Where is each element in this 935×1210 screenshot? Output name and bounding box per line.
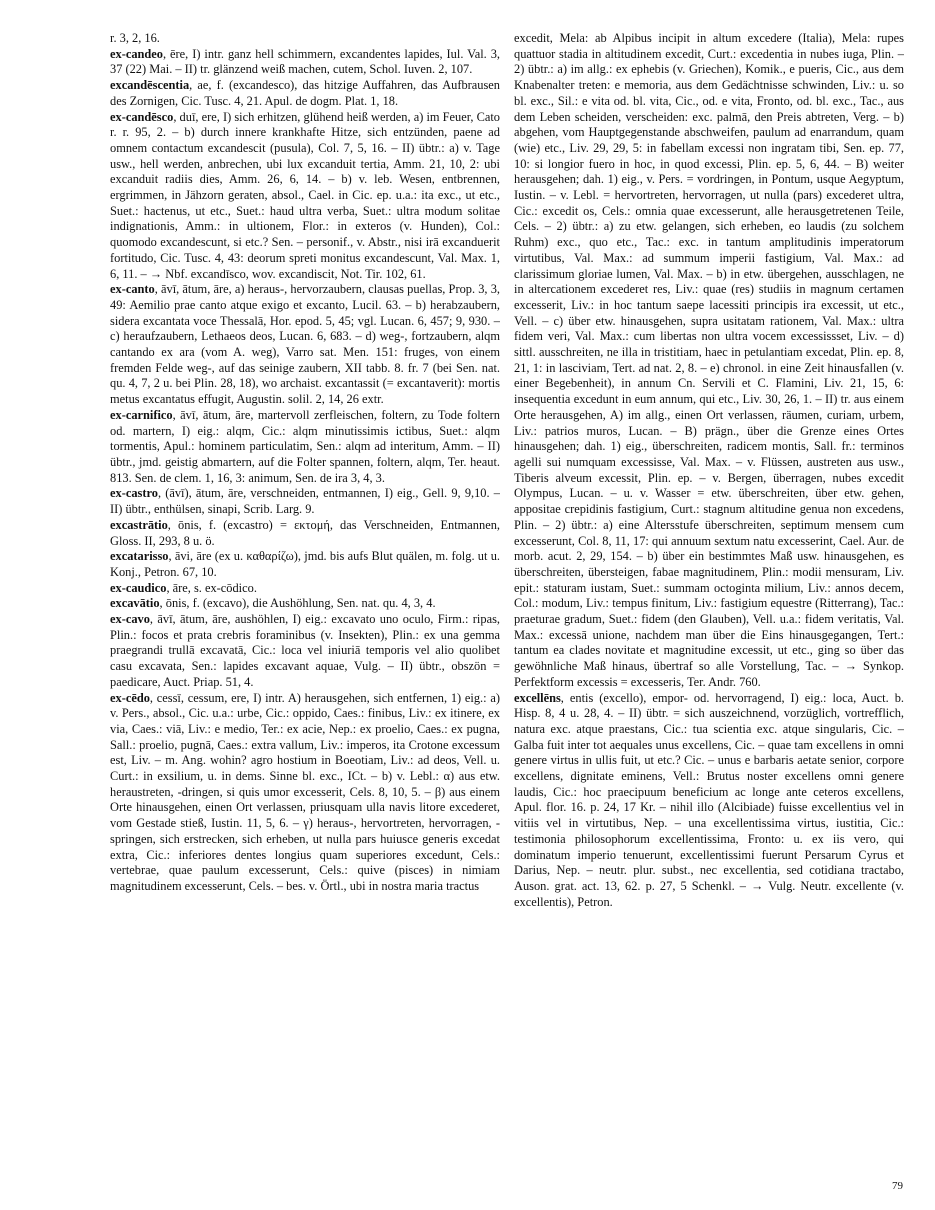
right-column [514,31,904,1191]
dictionary-entry: excedit, Mela: ab Alpibus incipit in altum excedere (Italia), Mela: rupes quattuor stadia in altitudinem excedit, Curt.: excedentia in nubes iuga, Plin. – 2) übtr.: a) im allg.: ex ephebis (v. Griechen), Komik., e pueris, Cic., aus dem Knabenalter treten: e memoria, aus dem Gedächtnisse schwinden, Liv.: u. so bl. exc., Sil.: e vita od. bl. vita, Cic., od. e vita, Fronto, od. bl. exc., Tac., aus dem Leben scheiden, verscheiden: exc. palmā, den Preis abtreten, Verg. – b) abgehen, vom Hauptgegenstande abschweifen, paulum ad enarrandum, quam (wie) etc., Liv. 29, 29, 5: in fabellam excessi non ingratam tibi, Sen. ep. 77, 10: si longior fuero in hoc, in quod excessi, Plin. ep. 5, 6, 44. – B) weiter herausgehen; dah. 1) eig., v. Pers. = vordringen, in Pontum, usque Aegyptum, Iustin. – v. Lebl. = hervortreten, hervorragen, ut nulla (pars) excederet ultra, Cic.: excedit os, Cels.: omnia quae excesserunt, alle herausgetretenen Teile, Cels. – 2) übtr.: a) zu etw. gelangen, sich erheben, eo laudis (zu solchem Ruhm) exc., quo etc., Tac.: exc. in tantum amplitudinis imperatorum virtutibus, Val. Max.: ad summum imperii fastigium, Val. Max.: ad clarissimum gloriae lumen, Val. Max. – b) in etw. übergehen, ausschlagen, ne in altercationem excederet res, Liv.: quae (res) studiis in magnum certamen excesserit, Liv.: in hoc tantum saepe lacessiti principis ira excessit, ut etc., Vell. – c) über etw. hinausgehen, supra usitatam rationem, Val. Max.: ultra fidem veri, Val. Max.: cum libertas non ultra vocem excessissset, Liv. – d) sittl. ausschreiten, ne illa in tristitiam, haec in petulantiam excedat, Plin. ep. 8, 21, 1: in lasciviam, Tert. ad nat. 2, 8. – e) chronol. in eine Zeit hinausfallen (v. einer Begebenheit), in annum Cn. Servili et C. Flamini, Liv. 21, 15, 6: insequentia excedunt in eum annum, qui etc., Liv. 30, 26, 1. – II) tr. aus einem Orte herausgehen, A) im allg., einen Ort verlassen, räumen, curiam, urbem, Liv.: patrios muros, Lucan. – B) prägn., über die Grenze eines Ortes hinausgehen; dah. 1) eig., überschreiten, radicem montis, Sall. fr.: terminos agelli sui numquam excessisse, Val. Max. – v. Flüssen, austreten aus usw., Tiberis alveum excessit, Plin. ep. – v. Bergen, überragen, nubes excedit Olympus, Lucan. – u. v. Wasser = etw. überschreiten, über etw. gehen, appositae crepidinis fastigium, Curt.: stagnum altitudine genua non excedens, Plin. – 2) übtr.: a) eine Altersstufe überschreiten, septimum mensem cum excesserunt, Col. 8, 11, 17: qui annuum sextum natu excesserint, Cael. Aur. de morb. acut. 2, 29, 154. – b) über ein bestimmtes Maß usw. hinausgehen, es überschreiten, übersteigen, fabae magnitudinem, Plin.: modii mensuram, Liv. epit.: staturam iustam, Suet.: summam octoginta milium, Liv.: annos decem, Col.: modum, Liv.: tempus finitum, Liv.: fastigium equestre (Ritterrang), Tac.: praeturae gradum, Suet.: fidem (den Glauben), Vell. u.a.: fidem veritatis, Val. Max.: excessā unione, nachdem man über die Eins hinausgegangen, Tert.: tantum ea clades novitate et magnitudine excessit, ut etc., ging so über das gewöhnliche Maß hinaus, übertraf so alle Vorstellung, Tac. – → Synkop. Perfektform excessis = excesseris, Ter. Andr. 760. [514,31,904,689]
dictionary-entry: excavātio, ōnis, f. (excavo), die Aushöhlung, Sen. nat. qu. 4, 3, 4. [110,596,436,611]
headword: excandēscentia [110,78,190,93]
dictionary-entry: ex-candēsco, duī, ere, I) sich erhitzen, glühend heiß werden, a) im Feuer, Cato r. r. 95, 2. – b) durch innere krankhafte Hitze, sich entzünden, paene ad omnem contactum excandescit (pusula), Col. 7, 5, 16. – II) übtr.: a) v. Tage usw., hell werden, anbrechen, ubi lux excanduit tertia, Amm. 21, 10, 2: ubi excanduit radiis dies, Amm. 26, 6, 14. – b) v. leb. Wesen, entbrennen, ergrimmen, in Jähzorn geraten, absol., Cael. in Cic. ep. u.a.: ita exc., ut etc., Suet.: hactenus, ut etc., Suet.: haud ultra verba, Suet.: ultra modum solitae indignationis, Amm.: in ultionem, Flor.: in exteros (v. Hunden), Col.: quomodo excandescunt, si etc.? Sen. – personif., v. Abstr., nisi irā excanduerit fortitudo, Cic. Tusc. 4, 43: deorum spreti monitus excandescunt, Val. Max. 1, 6, 11. – → Nbf. excandīsco, wov. excandiscit, Not. Tir. 102, 61. [110,109,500,281]
headword: ex-candēsco [110,109,174,124]
dictionary-entry: ex-carnifico, āvī, ātum, āre, martervoll zerfleischen, foltern, zu Tode foltern od. martern, I) eig.: alqm, Cic.: alqm minutissimis ictibus, Suet.: alqm tormentis, Apul.: hominem particulatim, Sen.: alqm ad interitum, Amm. – II) übtr., jmd. geistig abmartern, auf die Folter spannen, foltern, alqm, Ter. heaut. 813. Sen. de clem. 1, 16, 3: animum, Sen. de ira 3, 4, 3. [110,407,500,485]
headword: ex-cēdo [110,690,150,705]
headword: excellēns [514,690,561,705]
left-column [110,31,500,1191]
headword: ex-caudico [110,580,167,595]
dictionary-entry: r. 3, 2, 16. [110,31,160,45]
dictionary-entry: ex-cavo, āvī, ātum, āre, aushöhlen, I) eig.: excavato uno oculo, Firm.: ripas, Plin.: focos et prata crebris foraminibus (v. Insekten), Plin.: ex una gemma praegrandi trullā excavatā, Cic.: loca vel iniuriā temporis vel alio quolibet casu excavata, Sen.: lapides excavant aquae, Vulg. – II) übtr., obszön = paedicare, Auct. Priap. 51, 4. [110,612,500,689]
headword: ex-carnifico [110,407,173,422]
dictionary-entry: ex-caudico, āre, s. ex-cōdico. [110,580,257,595]
headword: ex-cavo [110,612,150,627]
headword: excavātio [110,596,160,611]
headword: excatarisso [110,549,169,564]
headword: ex-castro [110,486,158,501]
headword: excastrātio [110,517,168,532]
dictionary-entry: excatarisso, āvi, āre (ex u. καθαρίζω), jmd. bis aufs Blut quälen, m. folg. ut u. Konj., Petron. 67, 10. [110,549,500,579]
dictionary-entry: ex-cēdo, cessī, cessum, ere, I) intr. A) herausgehen, sich entfernen, 1) eig.: a) v. Pers., absol., Cic. u.a.: urbe, Cic.: oppido, Caes.: finibus, Liv.: ex itinere, ex via, Caes.: viā, Liv.: e medio, Ter.: ex acie, Nep.: ex proelio, Caes.: ex pugna, Sall.: proelio, pugnā, Caes.: extra vallum, Liv.: imperos, ita Crotone excessum est, Liv. – m. Ang. wohin? agro hostium in Boeotiam, Liv.: ad deos, Vell. u. Curt.: in exsilium, u. in dems. Sinne bl. exc., ICt. – b) v. Lebl.: α) aus etw. heraustreten, -dringen, si quis umor excesserit, Cels. 8, 10, 5. – β) aus einem Orte hinausgehen, einen Ort verlassen, priusquam ulla navis litore excederet, vom Gestade stieß, Iustin. 11, 5, 6. – γ) heraus-, hervortreten, hervorragen, -springen, sich erstrecken, sich erheben, ut nulla pars huiusce generis excedat extra, Cic.: inferiores dentes longius quam superiores excedunt, Cels.: vertebrae, quae paulum excesserunt, Cels.: quive (pisces) in nimiam magnitudinem excesserunt, Cels. – bes. v. Örtl., ubi in nostra maria tractus [110,690,500,893]
dictionary-entry: excastrātio, ōnis, f. (excastro) = εκτομή, das Verschneiden, Entmannen, Gloss. II, 293, 8 u. ö. [110,517,500,548]
dictionary-entry: ex-castro, (āvī), ātum, āre, verschneiden, entmannen, I) eig., Gell. 9, 9,10. – II) übtr., enthülsen, sinapi, Scrib. Larg. 9. [110,486,500,517]
headword: ex-canto [110,282,155,297]
dictionary-entry: ex-canto, āvī, ātum, āre, a) heraus-, hervorzaubern, clausas puellas, Prop. 3, 3, 49: Aemilio prae canto atque exigo et excanto, Lucil. 63. – b) herabzaubern, sidera excantata voce Thessalā, Hor. epod. 5, 45; vgl. Lucan. 6, 457; 9, 930. – c) heraufzaubern, Lethaeos deos, Lucan. 6, 683. – d) weg-, fortzaubern, alqm cantando ex ara (vom A. weg), Varro sat. Men. 151: fruges, von einem fremden Felde weg-, auf das seinige zaubern, XII tabb. 8. fr. 7 (bei Sen. nat. qu. 4, 7, 2 u. bei Plin. 28, 18), wo archaist. excantassit (= excantaverit): mortis metus excantatus effugit, Augustin. solil. 2, 14, 26 extr. [110,282,500,407]
dictionary-entry: ex-candeo, ēre, I) intr. ganz hell schimmern, excandentes lapides, Iul. Val. 3, 37 (22) Mai. – II) tr. glänzend weiß machen, cutem, Schol. Iuven. 2, 107. [110,46,500,77]
page-number: 79 [892,1180,903,1192]
dictionary-entry: excandēscentia, ae, f. (excandesco), das hitzige Auffahren, das Aufbrausen des Zornigen, Cic. Tusc. 4, 21. Apul. de dogm. Plat. 1, 18. [110,78,500,108]
dictionary-entry: excellēns, entis (excello), empor- od. hervorragend, I) eig.: loca, Auct. b. Hisp. 8, 4 u. 28, 4. – II) übtr. = sich auszeichnend, vorzüglich, vortrefflich, natura exc. atque praestans, Cic.: tua scientia exc. atque singularis, Cic. – Galba fuit inter tot aequales unus excellens, Cic. – quae tam excellens in omni genere virtus in ullis fuit, ut etc.? Cic. – unus e barbaris aetate senior, corpore excellens, dignitate eminens, Vell.: Brutus noster excellens omni genere laudis, Cic.: hoc praecipuum beneficium ac longe ante ceteros excellens, Apul. flor. 16. p. 24, 17 Kr. – nihil illo (Alcibiade) fuisse excellentius vel in vitiis vel in virtutibus, Nep. – una excellentissima virtus, iustitia, Cic.: testimonia philosophorum excellentissima, Fronto: u. ex iis vero, qui dominatum imperio tenuerunt, excellentissimi fuerunt Persarum Cyrus et Darius, Nep. – neutr. plur. subst., nec excellentia, sed cotidiana tractabo, Auson. grat. act. 13, 62. p. 27, 5 Schenkl. – → Vulg. Neutr. excellente (v. excellentis), Petron. [514,690,904,909]
headword: ex-candeo [110,46,163,61]
